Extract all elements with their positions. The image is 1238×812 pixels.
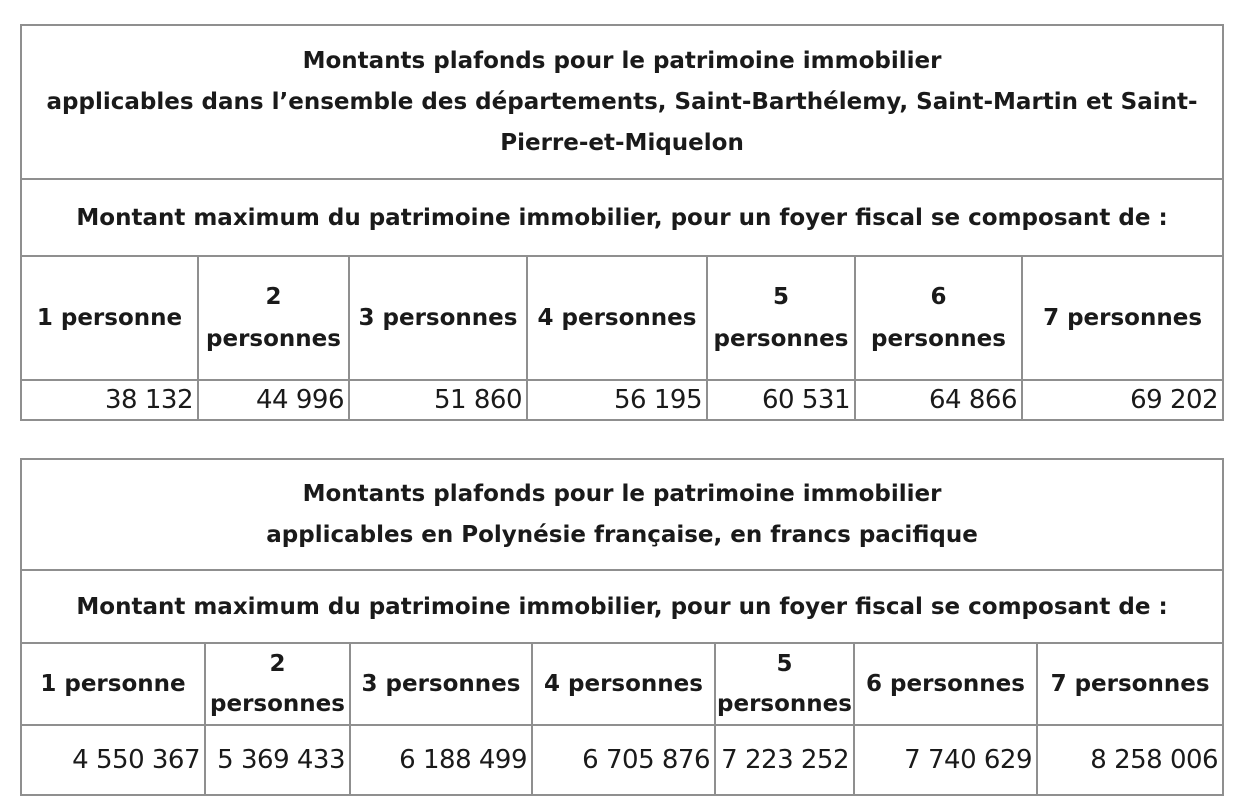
header-cell bbox=[715, 643, 854, 725]
header-row bbox=[21, 256, 1223, 380]
header-label: personnes bbox=[717, 691, 852, 717]
value-cell: 4 550 367 bbox=[21, 725, 205, 795]
header-cell bbox=[21, 256, 198, 380]
header-cell bbox=[350, 643, 532, 725]
value-cell: 38 132 bbox=[21, 380, 198, 420]
value-cell: 6 705 876 bbox=[532, 725, 715, 795]
header-cell bbox=[205, 643, 350, 725]
plafonds-table-departements bbox=[20, 24, 1224, 421]
header-cell bbox=[21, 643, 205, 725]
header-label: personnes bbox=[871, 326, 1006, 352]
value-cell: 60 531 bbox=[707, 380, 855, 420]
header-label: 5 bbox=[776, 651, 793, 677]
value-cell: 6 188 499 bbox=[350, 725, 532, 795]
header-cell bbox=[349, 256, 527, 380]
header-label: 6 bbox=[930, 284, 947, 310]
header-cell bbox=[198, 256, 349, 380]
header-cell bbox=[707, 256, 855, 380]
table-title bbox=[21, 459, 1223, 570]
title-line: applicables dans l’ensemble des départements, Saint-Barthélemy, Saint-Martin et Saint- bbox=[46, 88, 1198, 115]
header-label: 7 personnes bbox=[1043, 305, 1203, 331]
title-line: Montants plafonds pour le patrimoine immobilier bbox=[302, 480, 942, 507]
header-label: 4 personnes bbox=[544, 671, 703, 697]
value-cell: 56 195 bbox=[527, 380, 707, 420]
header-label: 6 personnes bbox=[866, 671, 1025, 697]
header-label: 7 personnes bbox=[1050, 671, 1210, 697]
header-label: personnes bbox=[206, 326, 341, 352]
table-title bbox=[21, 25, 1223, 179]
header-cell bbox=[854, 643, 1037, 725]
header-row bbox=[21, 643, 1223, 725]
header-label: personnes bbox=[210, 691, 345, 717]
table-subtitle: Montant maximum du patrimoine immobilier, pour un foyer fiscal se composant de : bbox=[21, 179, 1223, 256]
header-label: 1 personne bbox=[36, 305, 183, 331]
header-label: 4 personnes bbox=[537, 305, 697, 331]
table-subtitle: Montant maximum du patrimoine immobilier, pour un foyer fiscal se composant de : bbox=[21, 570, 1223, 643]
header-label: 1 personne bbox=[40, 671, 186, 697]
header-label: 2 bbox=[265, 284, 282, 310]
header-label: 2 bbox=[269, 651, 286, 677]
header-cell bbox=[527, 256, 707, 380]
value-cell: 7 223 252 bbox=[715, 725, 854, 795]
header-label: personnes bbox=[713, 326, 849, 352]
value-cell: 44 996 bbox=[198, 380, 349, 420]
header-label: 3 personnes bbox=[358, 305, 518, 331]
value-cell: 51 860 bbox=[349, 380, 527, 420]
value-row bbox=[21, 725, 1223, 795]
header-label: 5 bbox=[772, 284, 789, 310]
value-cell: 69 202 bbox=[1022, 380, 1223, 420]
header-cell bbox=[1037, 643, 1223, 725]
header-label: 3 personnes bbox=[361, 671, 521, 697]
value-row bbox=[21, 380, 1223, 420]
header-cell bbox=[1022, 256, 1223, 380]
title-line: applicables en Polynésie française, en francs pacifique bbox=[266, 521, 978, 548]
header-cell bbox=[855, 256, 1022, 380]
title-line: Pierre-et-Miquelon bbox=[500, 129, 744, 156]
value-cell: 7 740 629 bbox=[854, 725, 1037, 795]
value-cell: 64 866 bbox=[855, 380, 1022, 420]
value-cell: 8 258 006 bbox=[1037, 725, 1223, 795]
header-cell bbox=[532, 643, 715, 725]
value-cell: 5 369 433 bbox=[205, 725, 350, 795]
title-line: Montants plafonds pour le patrimoine immobilier bbox=[302, 47, 942, 74]
plafonds-table-polynesie bbox=[20, 458, 1224, 796]
